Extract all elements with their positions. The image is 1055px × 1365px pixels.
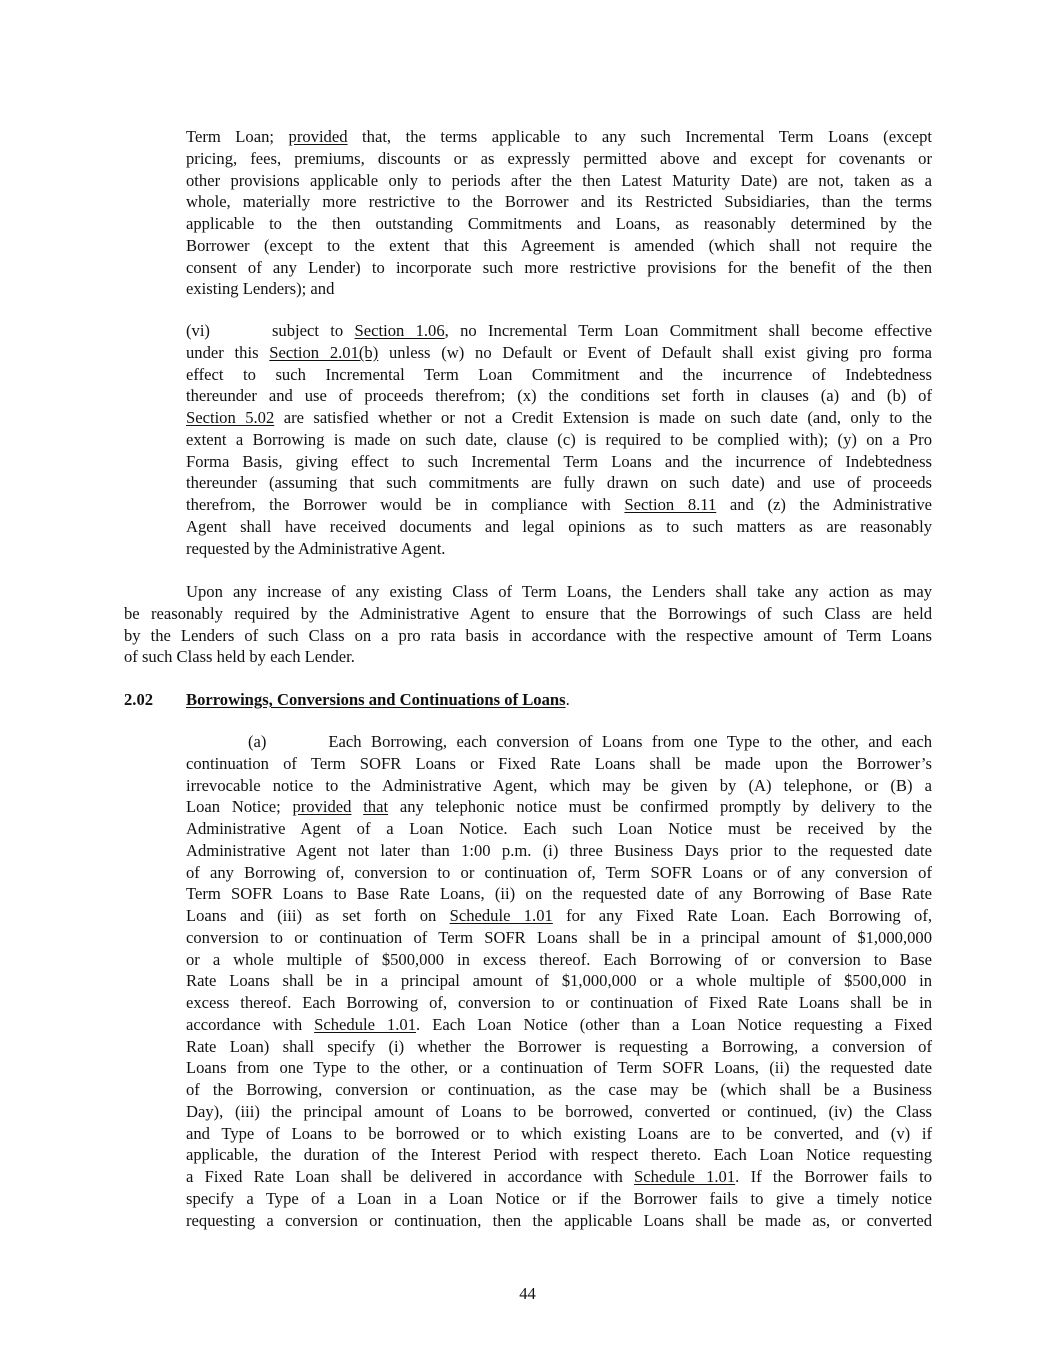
text-line: Rate Loans shall be in a principal amount of $1,000,000 or a whole multiple of $500,000 in [186,971,932,991]
text-line: irrevocable notice to the Administrative Agent, which may be given by (A) telephone, or (B) a [186,775,932,795]
text-line: other provisions applicable only to periods after the then Latest Maturity Date) are not, taken as a [186,170,932,190]
text-line: Loan Notice; provided that any telephonic notice must be confirmed promptly by delivery to the [186,797,933,817]
text-line: Loans and (iii) as set forth on Schedule 1.01 for any Fixed Rate Loan. Each Borrowing of, [186,906,933,925]
text-line: Agent shall have received documents and legal opinions as to such matters as are reasonably [186,516,932,536]
text-line: Loans from one Type to the other, or a continuation of Term SOFR Loans, (ii) the requested date [186,1058,932,1078]
text-line: thereunder (assuming that such commitments are fully drawn on such date) and use of proceeds [186,473,932,493]
text-line: of such Class held by each Lender. [124,647,355,667]
text-line: requested by the Administrative Agent. [186,538,446,558]
text-line: Section 5.02 are satisfied whether or not a Credit Extension is made on such date (and, only to the [186,408,932,427]
text-line: excess thereof. Each Borrowing of, conversion to or continuation of Fixed Rate Loans shall be in [186,993,932,1012]
text-line: be reasonably required by the Administrative Agent to ensure that the Borrowings of such Class are held [124,603,932,623]
text-line: Borrower (except to the extent that this Agreement is amended (which shall not require the [186,235,932,255]
text-line: and Type of Loans to be borrowed or to which existing Loans are to be converted, and (v) if [186,1123,932,1143]
section-heading-2-02 [124,689,932,711]
text-line: extent a Borrowing is made on such date, clause (c) is required to be complied with); (y) on a Pro [186,429,932,449]
section-title: Borrowings, Conversions and Continuations of Loans [186,690,566,709]
text-line: conversion to or continuation of Term SOFR Loans shall be in a principal amount of $1,000,000 [186,927,932,947]
page-number: 44 [519,1284,536,1303]
text-line: of the Borrowing, conversion or continuation, as the case may be (which shall be a Business [186,1080,932,1099]
text-line: a Fixed Rate Loan shall be delivered in accordance with Schedule 1.01. If the Borrower fails to [186,1167,932,1186]
section-number: 2.02 [124,690,154,709]
text-line: specify a Type of a Loan in a Loan Notice or if the Borrower fails to give a timely notice [186,1188,932,1208]
text-line: Rate Loan) shall specify (i) whether the Borrower is requesting a Borrowing, a conversion of [186,1036,932,1056]
text-line: Administrative Agent of a Loan Notice. Each such Loan Notice must be received by the [186,819,932,838]
section-title-period: . [565,690,570,709]
text-line: consent of any Lender) to incorporate such more restrictive provisions for the benefit of the then [186,257,932,277]
text-line: pricing, fees, premiums, discounts or as expressly permitted above and except for covenants or [186,148,932,168]
text-line: of any Borrowing of, conversion to or continuation of, Term SOFR Loans or of any conversion of [186,862,932,882]
text-line: requesting a conversion or continuation, then the applicable Loans shall be made as, or converted [186,1210,932,1230]
text-line: (vi) subject to Section 1.06, no Incremental Term Loan Commitment shall become effective [186,321,932,340]
text-line: (a) Each Borrowing, each conversion of Loans from one Type to the other, and each [248,732,932,751]
text-line: by the Lenders of such Class on a pro rata basis in accordance with the respective amount of Term Loans [124,625,932,645]
text-line: therefrom, the Borrower would be in compliance with Section 8.11 and (z) the Administrative [186,495,933,514]
text-line: continuation of Term SOFR Loans or Fixed Rate Loans shall be made upon the Borrower’s [186,753,932,773]
paragraph-clause-vi [186,320,932,559]
text-line: whole, materially more restrictive to the Borrower and its Restricted Subsidiaries, than the terms [186,192,932,212]
text-line: Forma Basis, giving effect to such Incremental Term Loans and the incurrence of Indebtedness [186,451,932,471]
paragraph-incremental-terms [186,126,932,300]
paragraph-2-02-a [186,731,932,1231]
text-line: Upon any increase of any existing Class of Term Loans, the Lenders shall take any action as may [186,582,932,601]
text-line: under this Section 2.01(b) unless (w) no Default or Event of Default shall exist giving pro forma [186,342,932,362]
text-line: or a whole multiple of $500,000 in excess thereof. Each Borrowing of or conversion to Base [186,949,932,969]
text-line: Day), (iii) the principal amount of Loans to be borrowed, converted or continued, (iv) the Class [186,1101,932,1121]
text-line: applicable, the duration of the Interest Period with respect thereto. Each Loan Notice requesting [186,1145,932,1165]
paragraph-class-increase [124,581,932,668]
text-line: existing Lenders); and [186,279,335,299]
text-line: Administrative Agent not later than 1:00 p.m. (i) three Business Days prior to the requested date [186,840,932,860]
text-line: accordance with Schedule 1.01. Each Loan Notice (other than a Loan Notice requesting a Fixed [186,1014,933,1034]
text-line: Term Loan; provided that, the terms applicable to any such Incremental Term Loans (except [186,127,932,146]
text-line: Term SOFR Loans to Base Rate Loans, (ii) on the requested date of any Borrowing of Base Rate [186,884,932,904]
text-line: thereunder and use of proceeds therefrom; (x) the conditions set forth in clauses (a) and (b) of [186,386,932,406]
text-line: effect to such Incremental Term Loan Commitment and the incurrence of Indebtedness [186,364,932,384]
text-line: applicable to the then outstanding Commitments and Loans, as reasonably determined by the [186,214,932,233]
